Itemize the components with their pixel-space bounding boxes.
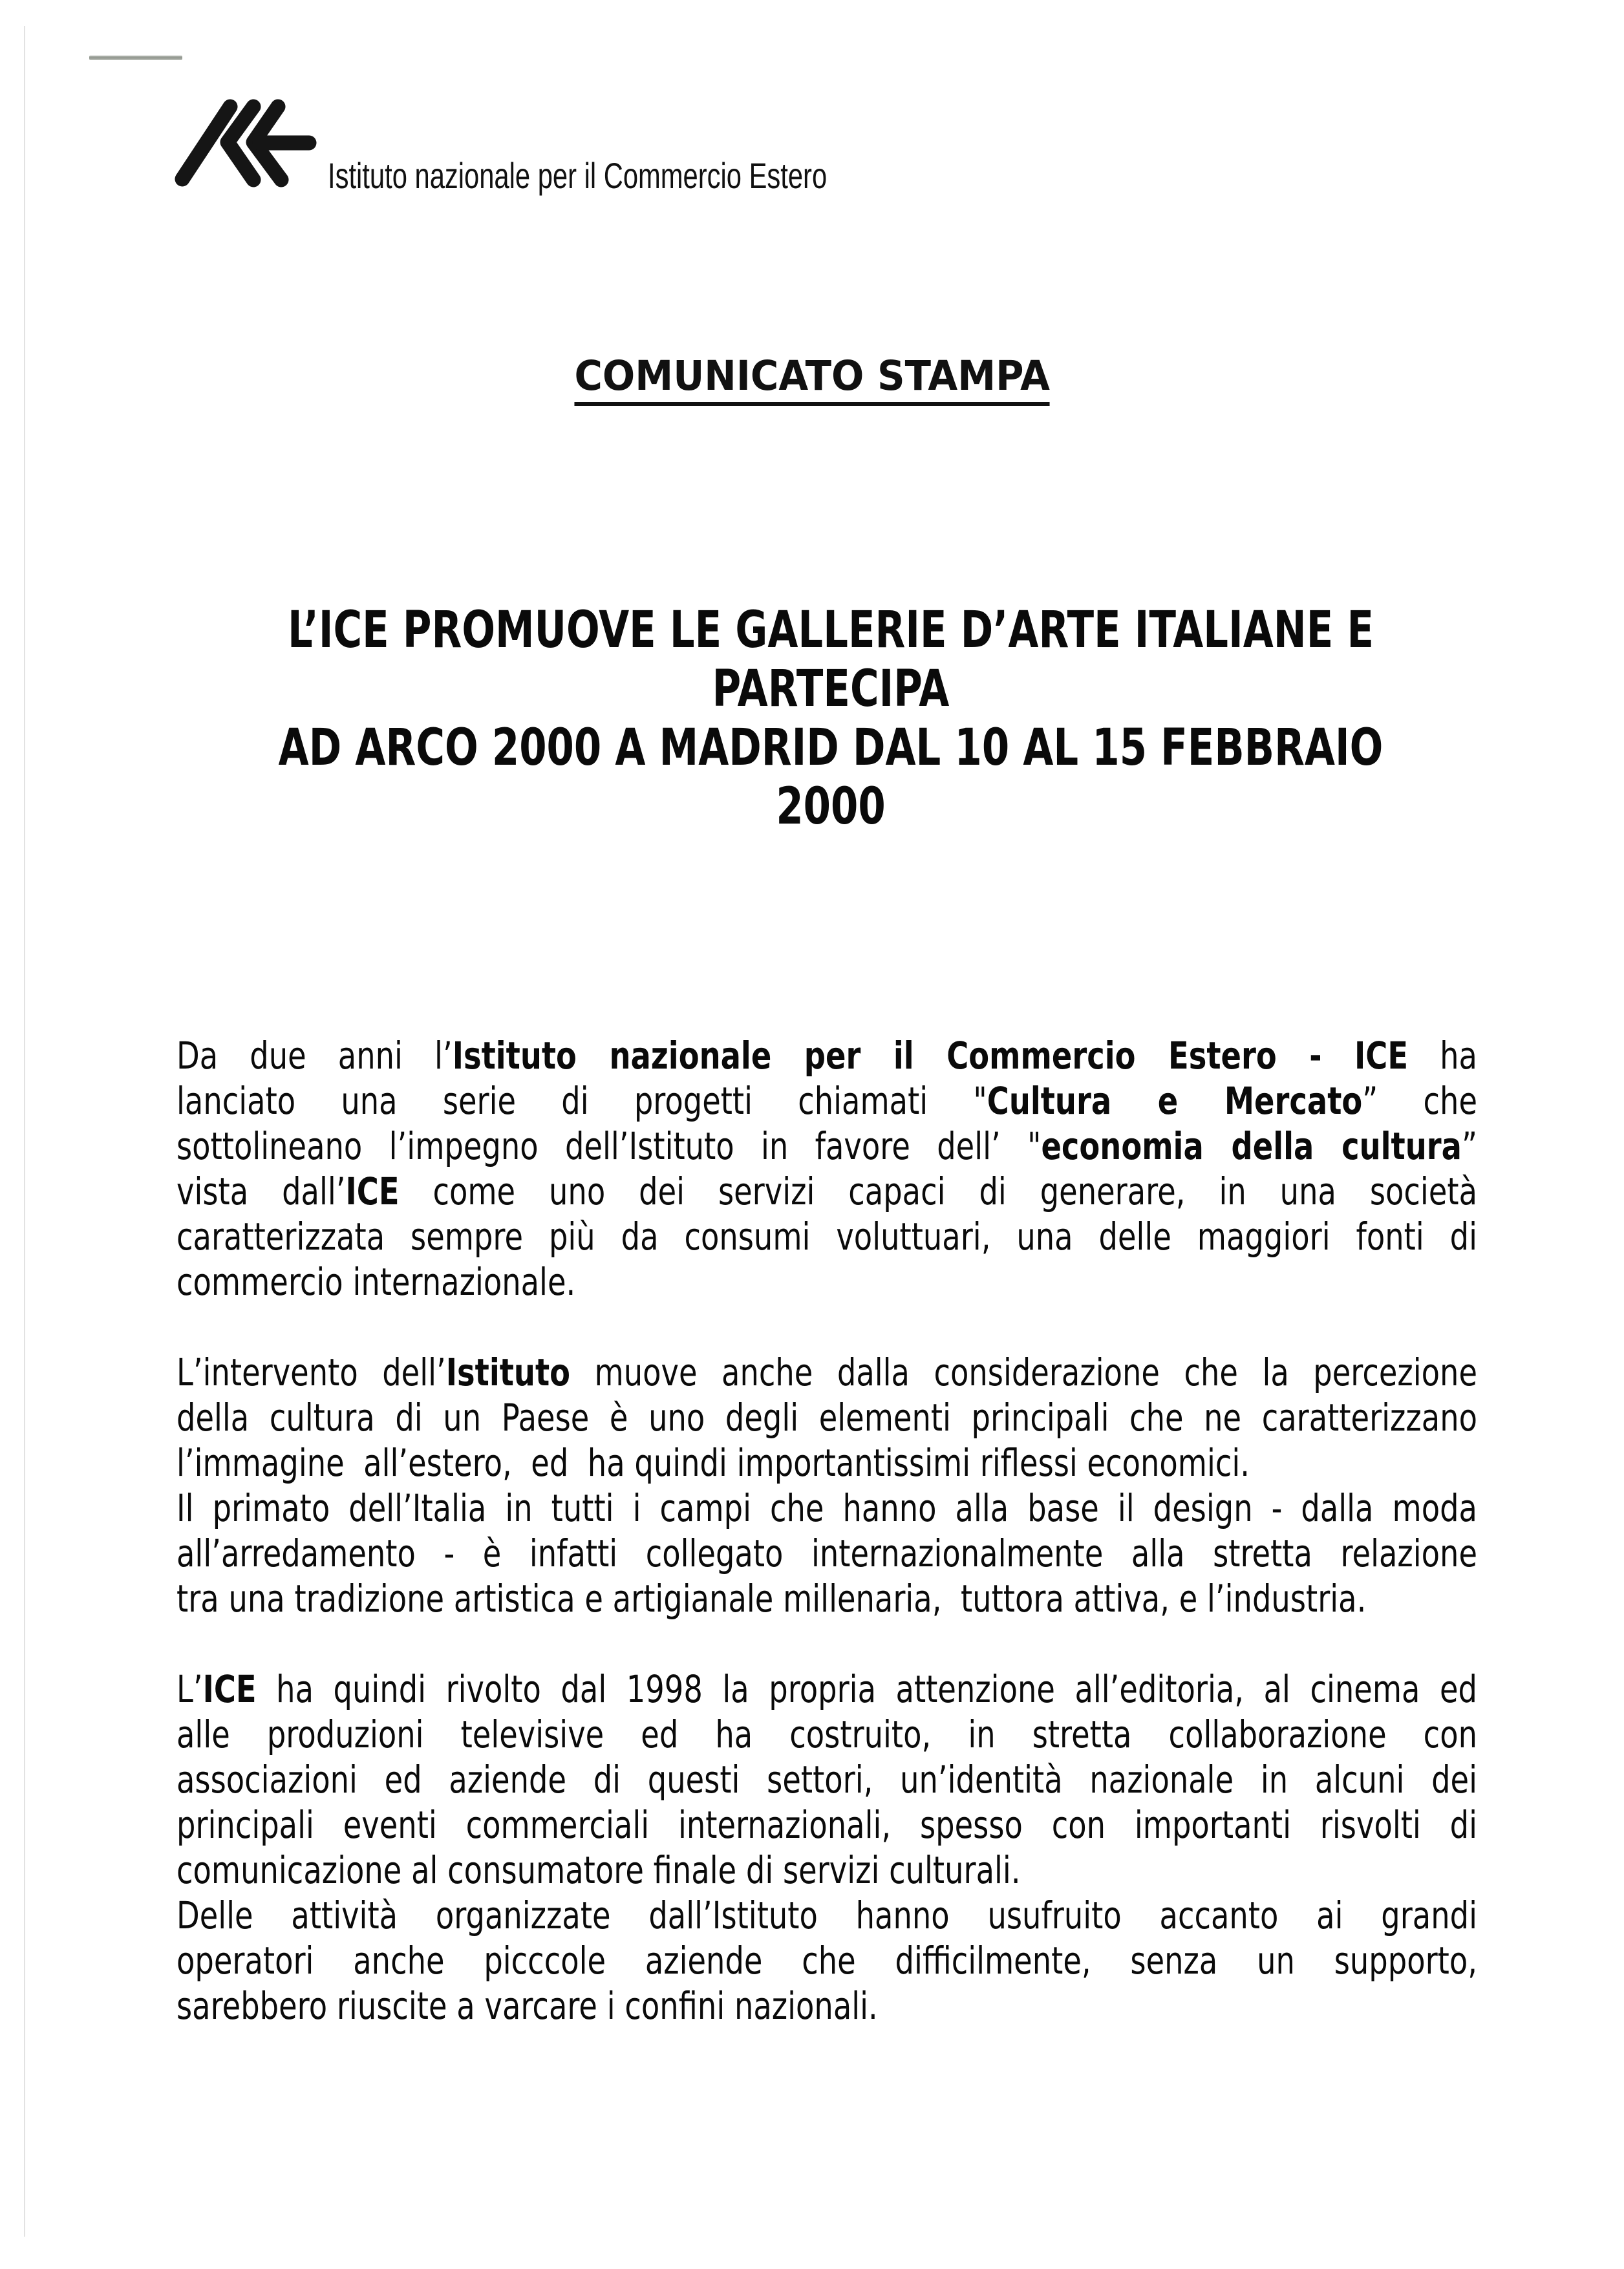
text-run: Delle attività organizzate dall’Istituto hanno usufruito accanto ai grandi [176,1893,1477,1937]
paragraph-line [176,1033,1477,1078]
text-run: ha quindi rivolto dal 1998 la propria attenzione all’editoria, al cinema ed [256,1667,1477,1711]
paragraph-line [176,1078,1477,1124]
text-run: ” che [1362,1079,1477,1123]
bold-text-run: economia della cultura [1041,1124,1462,1168]
text-run: muove anche dalla considerazione che la percezione [570,1350,1478,1394]
text-run: sarebbero riuscite a varcare i confini nazionali. [176,1984,878,2028]
paragraph-line [176,1214,1477,1259]
ice-logo-icon [173,97,319,193]
paragraph [176,1350,1624,1621]
paragraph [176,1033,1624,1305]
bold-text-run: Istituto nazionale per il Commercio Estero - ICE [452,1034,1409,1078]
text-run: lanciato una serie di progetti chiamati " [176,1079,987,1123]
paragraph-line [176,1802,1477,1848]
paragraph-line [176,1712,1477,1757]
paragraph-line [176,1259,1477,1305]
paragraph-line [176,1440,1477,1486]
headline-line: PARTECIPA [712,660,950,718]
press-title-container [0,353,1624,406]
text-run: sottolineano l’impegno dell’Istituto in favore dell’ " [176,1124,1042,1168]
text-run: principali eventi commerciali internazionali, spesso con importanti risvolti di [176,1803,1477,1847]
paragraph-line [176,1124,1477,1169]
paragraph-line [176,1576,1477,1621]
text-run: come uno dei servizi capaci di generare, in una società [399,1169,1478,1213]
headline [0,601,1624,836]
text-run: della cultura di un Paese è uno degli elementi principali che ne caratterizzano [176,1396,1477,1440]
paragraph-line [176,1350,1477,1395]
paragraph-line [176,1757,1477,1802]
headline-line: L’ICE PROMUOVE LE GALLERIE D’ARTE ITALIANE E [287,601,1374,659]
headline-line: 2000 [776,778,886,836]
text-run: ” [1461,1124,1477,1168]
headline-line: AD ARCO 2000 A MADRID DAL 10 AL 15 FEBBRAIO [278,719,1384,777]
paragraph-line [176,1983,1477,2029]
paragraph-line [176,1667,1477,1712]
text-run: l’immagine all’estero, ed ha quindi importantissimi riflessi economici. [176,1441,1250,1485]
paragraph-line [176,1893,1477,1938]
paragraph-line [176,1395,1477,1440]
paragraph-line [176,1531,1477,1576]
paragraph-line [176,1938,1477,1983]
text-run: operatori anche picccole aziende che difficilmente, senza un supporto, [176,1939,1477,1983]
text-run: comunicazione al consumatore finale di servizi culturali. [176,1848,1021,1892]
text-run: caratterizzata sempre più da consumi voluttuari, una delle maggiori fonti di [176,1215,1477,1259]
press-release-title: COMUNICATO STAMPA [574,353,1049,406]
text-run: all’arredamento - è infatti collegato internazionalmente alla stretta relazione [176,1531,1477,1575]
text-run: Il primato dell’Italia in tutti i campi che hanno alla base il design - dalla moda [176,1486,1477,1530]
paragraph-line [176,1486,1477,1531]
paragraph-line [176,1848,1477,1893]
bold-text-run: Istituto [445,1350,571,1394]
bold-text-run: ICE [202,1667,257,1711]
text-run: commercio internazionale. [176,1260,576,1304]
text-run: L’ [176,1667,203,1711]
text-run: vista dall’ [176,1169,346,1213]
text-run: L’intervento dell’ [176,1350,446,1394]
bold-text-run: ICE [345,1169,400,1213]
text-run: tra una tradizione artistica e artigianale millenaria, tuttora attiva, e l’industria. [176,1577,1367,1621]
text-run: Da due anni l’ [176,1034,453,1078]
bold-text-run: Cultura e Mercato [987,1079,1363,1123]
text-run: associazioni ed aziende di questi settori, un’identità nazionale in alcuni dei [176,1758,1477,1802]
text-run: alle produzioni televisive ed ha costruito, in stretta collaborazione con [176,1712,1477,1756]
text-run: ha [1408,1034,1477,1078]
staple-mark [89,56,182,60]
paragraph-line [176,1169,1477,1214]
institution-name: Istituto nazionale per il Commercio Estero [328,155,828,196]
paragraph [176,1667,1624,2029]
